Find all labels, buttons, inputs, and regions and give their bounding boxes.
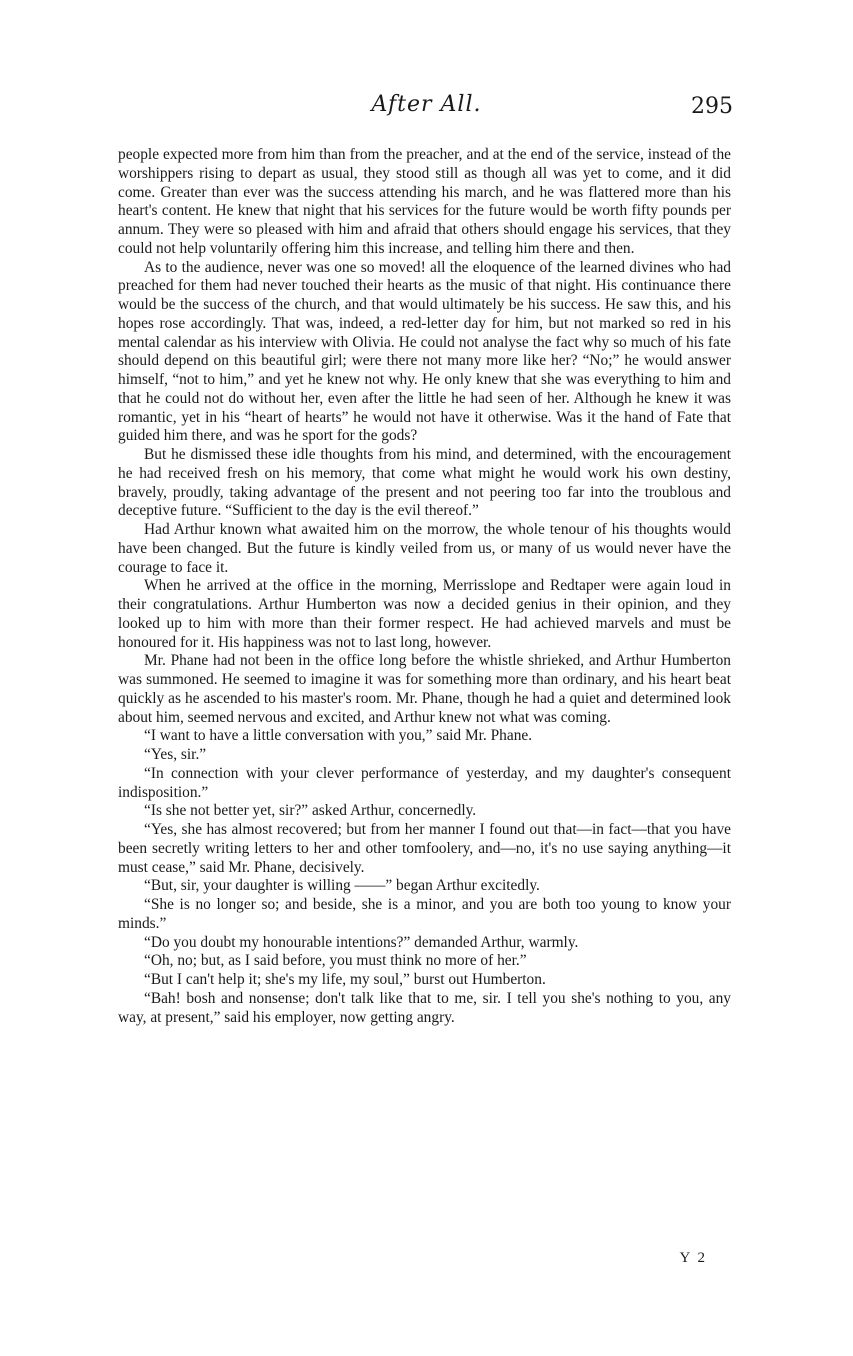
paragraph: “In connection with your clever performance of yesterday, and my daughter's consequent indisposition.” — [118, 764, 731, 801]
paragraph: “Yes, sir.” — [144, 746, 207, 763]
paragraph: As to the audience, never was one so moved! all the eloquence of the learned divines who had preached for them had never touched their hearts as the music of that night. His continuance there would be the success of the church, and that would ultimately be his success. He saw this, and his hopes rose accordingly. That was, indeed, a red-letter day for him, but not marked so red in his mental calendar as his interview with Olivia. He could not analyse the fact why so much of his fate should depend on this beautiful girl; were there not many more like her? “No;” he would answer himself, “not to him,” and yet he knew not why. He only knew that she was everything to him and that he could not do without her, even after the little he had seen of her. Although he knew it was romantic, yet in his “heart of hearts” he would not have it otherwise. Was it the hand of Fate that guided him there, and was he sport for the gods? — [118, 258, 731, 445]
paragraph: “Is she not better yet, sir?” asked Arthur, concernedly. — [144, 802, 477, 820]
paragraph: “Bah! bosh and nonsense; don't talk like that to me, sir. I tell you she's nothing to you, any way, at present,” said his employer, now getting angry. — [118, 989, 731, 1026]
paragraph: “Yes, she has almost recovered; but from her manner I found out that—in fact—that you have been secretly writing letters to her and other tomfoolery, and—no, it's no use saying anything—it must cease,” said Mr. Phane, decisively. — [118, 821, 731, 876]
running-head — [0, 92, 853, 126]
running-title: After All. — [371, 92, 482, 117]
paragraph: “But, sir, your daughter is willing ——” began Arthur excitedly. — [144, 877, 540, 895]
paragraph: “But I can't help it; she's my life, my soul,” burst out Humberton. — [144, 971, 546, 988]
page-number: 295 — [691, 94, 733, 119]
paragraph: Had Arthur known what awaited him on the morrow, the whole tenour of his thoughts would have been changed. But the future is kindly veiled from us, or many of us would never have the courage to face it. — [118, 521, 731, 576]
paragraph: When he arrived at the office in the morning, Merrisslope and Redtaper were again loud in their congratulations. Arthur Humberton was now a decided genius in their opinion, and they looked up to him with more than their former respect. He had achieved marvels and must be honoured for it. His happiness was not to last long, however. — [118, 577, 731, 651]
body-text — [118, 146, 731, 1027]
paragraph: people expected more from him than from the preacher, and at the end of the service, instead of the worshippers rising to depart as usual, they stood still as though all was yet to come, and it did come. Greater than ever was the success attending his march, and he was flattered more than his heart's content. He knew that night that his services for the future would be worth fifty pounds per annum. They were so pleased with him and afraid that others should engage his services, that they could not help voluntarily offering him this increase, and telling him there and then. — [118, 146, 731, 257]
paragraph: But he dismissed these idle thoughts from his mind, and determined, with the encouragement he had received fresh on his memory, that come what might he would work his own destiny, bravely, proudly, taking advantage of the present and not peering too far into the troublous and deceptive future. “Sufficient to the day is the evil thereof.” — [118, 446, 731, 520]
paragraph: “Oh, no; but, as I said before, you must think no more of her.” — [144, 952, 527, 970]
paragraph: “She is no longer so; and beside, she is a minor, and you are both too young to know your minds.” — [118, 896, 731, 932]
signature-mark: Y 2 — [679, 1250, 707, 1266]
paragraph: Mr. Phane had not been in the office long before the whistle shrieked, and Arthur Humberton was summoned. He seemed to imagine it was for something more than ordinary, and his heart beat quickly as he ascended to his master's room. Mr. Phane, though he had a quiet and determined look about him, seemed nervous and excited, and Arthur knew not what was coming. — [118, 652, 731, 726]
paragraph: “Do you doubt my honourable intentions?” demanded Arthur, warmly. — [144, 933, 579, 951]
paragraph: “I want to have a little conversation with you,” said Mr. Phane. — [144, 727, 533, 745]
